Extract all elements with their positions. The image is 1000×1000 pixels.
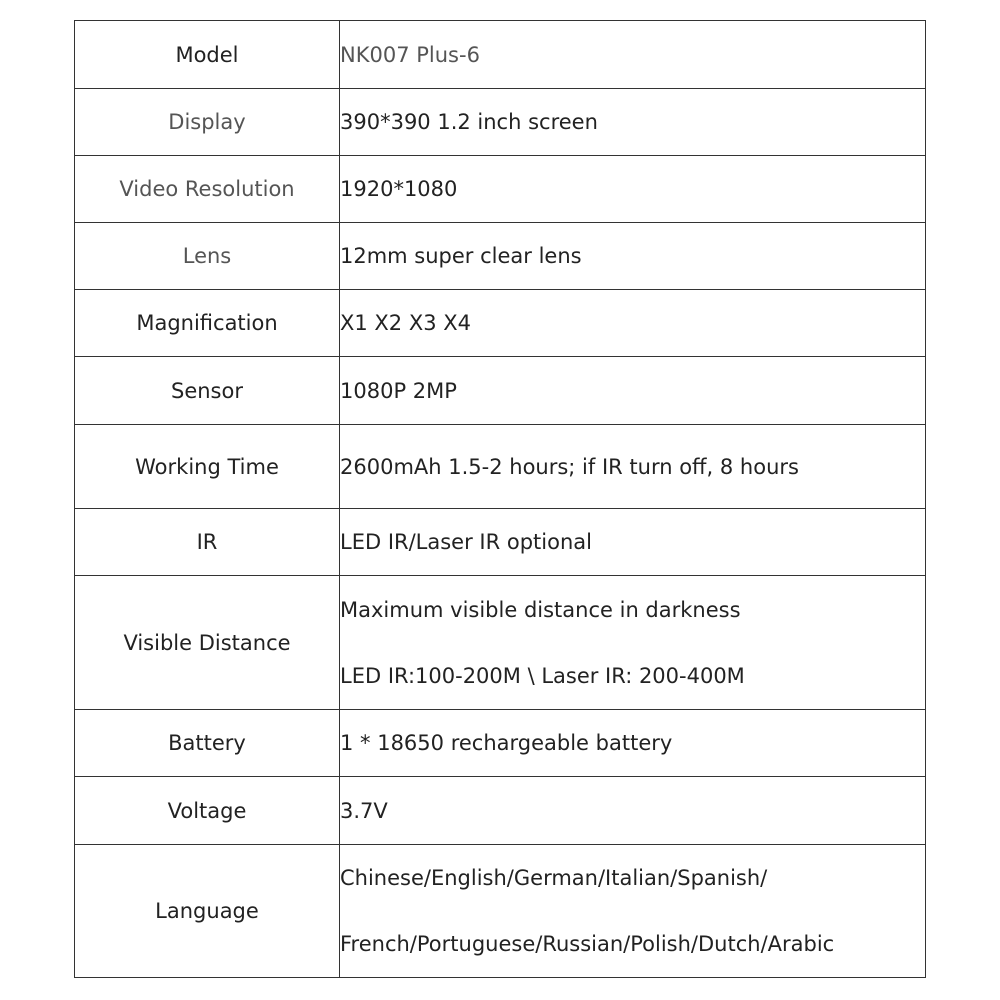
table-row [75, 290, 926, 357]
table-row [75, 21, 926, 89]
row-value-magnification: X1 X2 X3 X4 [340, 290, 926, 357]
table-row [75, 576, 926, 710]
row-label-sensor: Sensor [75, 357, 340, 425]
row-label-working-time: Working Time [75, 425, 340, 509]
line-gap [340, 891, 925, 931]
table-row [75, 156, 926, 223]
row-label-visible-distance: Visible Distance [75, 576, 340, 710]
row-value-battery: 1 * 18650 rechargeable battery [340, 710, 926, 777]
row-value-language [340, 845, 926, 978]
row-label-video-resolution: Video Resolution [75, 156, 340, 223]
table-row [75, 89, 926, 156]
row-label-ir: IR [75, 509, 340, 576]
table-row [75, 357, 926, 425]
row-value-video-resolution: 1920*1080 [340, 156, 926, 223]
language-line-1: Chinese/English/German/Italian/Spanish/ [340, 866, 768, 890]
visible-distance-line-1: Maximum visible distance in darkness [340, 597, 741, 622]
row-label-lens: Lens [75, 223, 340, 290]
row-label-model: Model [75, 21, 340, 89]
table-row [75, 845, 926, 978]
row-value-voltage: 3.7V [340, 777, 926, 845]
table-row [75, 777, 926, 845]
table-row [75, 710, 926, 777]
table-row [75, 425, 926, 509]
spec-table [74, 20, 926, 978]
line-gap [340, 623, 925, 663]
row-label-battery: Battery [75, 710, 340, 777]
language-line-2: French/Portuguese/Russian/Polish/Dutch/Arabic [340, 932, 835, 956]
row-value-working-time: 2600mAh 1.5-2 hours; if IR turn off, 8 hours [340, 425, 926, 509]
row-label-language: Language [75, 845, 340, 978]
row-label-display: Display [75, 89, 340, 156]
row-value-display: 390*390 1.2 inch screen [340, 89, 926, 156]
row-value-sensor: 1080P 2MP [340, 357, 926, 425]
table-row [75, 509, 926, 576]
row-value-ir: LED IR/Laser IR optional [340, 509, 926, 576]
row-label-magnification: Magnification [75, 290, 340, 357]
visible-distance-line-2: LED IR:100-200M \ Laser IR: 200-400M [340, 663, 745, 688]
row-value-lens: 12mm super clear lens [340, 223, 926, 290]
row-label-voltage: Voltage [75, 777, 340, 845]
row-value-visible-distance [340, 576, 926, 710]
row-value-model: NK007 Plus-6 [340, 21, 926, 89]
table-row [75, 223, 926, 290]
